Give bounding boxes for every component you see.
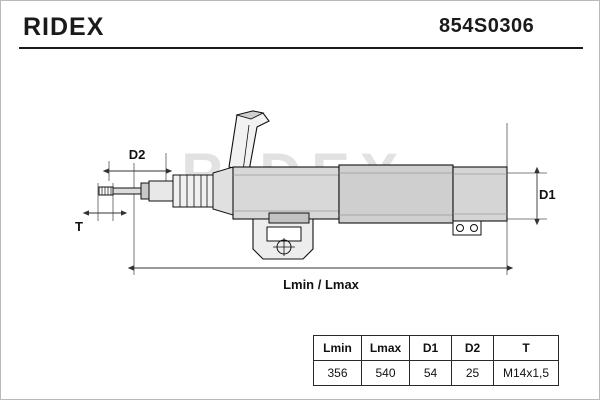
spec-header-d1: D1 xyxy=(410,336,452,361)
spec-value-lmax: 540 xyxy=(362,361,410,386)
label-t: T xyxy=(75,219,83,234)
spec-header-t: T xyxy=(494,336,559,361)
spec-header-lmin: Lmin xyxy=(314,336,362,361)
spec-header-d2: D2 xyxy=(452,336,494,361)
label-length: Lmin / Lmax xyxy=(283,277,359,292)
label-d1: D1 xyxy=(539,187,556,202)
brand-logo-text: RIDEX xyxy=(23,13,105,41)
spec-value-lmin: 356 xyxy=(314,361,362,386)
header-divider xyxy=(19,47,583,49)
brand-logo xyxy=(23,13,104,42)
table-row xyxy=(314,361,559,386)
shock-absorber-drawing xyxy=(1,53,600,303)
spec-header-lmax: Lmax xyxy=(362,336,410,361)
spec-value-d1: 54 xyxy=(410,361,452,386)
spec-value-t: M14x1,5 xyxy=(494,361,559,386)
strut-body xyxy=(99,111,507,259)
label-d2: D2 xyxy=(128,147,146,162)
drawing-svg xyxy=(1,53,600,303)
spec-table-header-row xyxy=(314,336,559,361)
spec-value-d2: 25 xyxy=(452,361,494,386)
part-number: 854S0306 xyxy=(439,15,535,37)
spec-table xyxy=(313,335,559,386)
